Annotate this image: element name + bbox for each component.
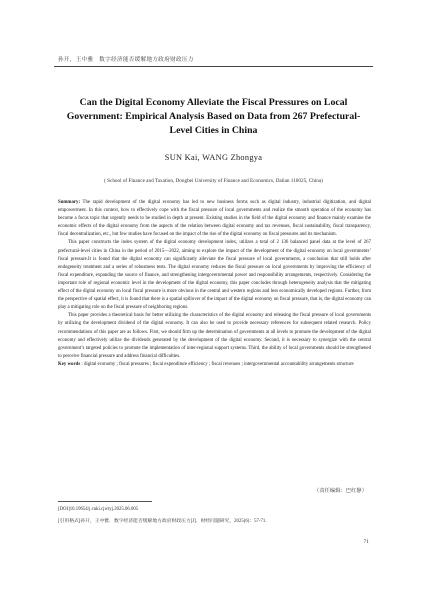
page-number: 71 — [363, 539, 369, 545]
keywords-label: Key words — [58, 361, 81, 367]
abstract-section — [58, 199, 371, 369]
citation-line: [引用格式]孙开，王中雅．数字经济能否缓解地方政府财政压力[J]．财经问题研究，2025(6)：57-71. — [58, 519, 267, 524]
responsible-editor: （责任编辑：巴红静） — [314, 488, 367, 494]
abstract-paragraph-1-text: The rapid development of the digital economy has led to new business forms such as digital industry, industrial digitization, and digital empowerment. In this context, how to effectively cope with the fiscal pressure of local governments and realize the smooth operation of the economy has become a focus topic that urgently needs to be studied in depth at present. Existing studies in the field of the digital economy and finance mainly examine the economic effects of the digital economy from the aspects of the relation between digital economy and tax revenues, fiscal sustainability, fiscal transparency, fiscal decentralization, etc., but few studies have focused on the impact of the rise of the digital economy on fiscal pressures and its mechanism. — [58, 200, 371, 238]
paper-title: Can the Digital Economy Alleviate the Fiscal Pressures on Local Government: Empirical Analysis Based on Data from 267 Prefectural-Level Cities in China — [66, 97, 361, 136]
doi-line: [DOI]10.19654/j.cnki.cjwtyj.2025.06.005 — [58, 507, 139, 512]
header-rule — [54, 66, 373, 67]
abstract-paragraph-3: This paper provides a theoretical basis for better utilizing the characteristics of the digital economy and releasing the fiscal pressure of local governments by utilizing the development dividend of the digital economy. It can also be used to provide necessary references for subsequent related research. Policy recommendations of this paper are as follows. First, we should firm up the determination of governments at all levels to promote the development of the digital economy and effectively utilize the dividends generated by the development of the digital economy. Second, it is necessary to synergize with the central government’s targeted policies to promote the implementation of inter-regional support systems. Third, the ability of local governments should be strengthened to perceive financial pressure and address financial difficulties. — [58, 313, 371, 359]
abstract-label: Summary: — [58, 200, 81, 205]
author-affiliation: ( School of Finance and Taxation, Dongbei University of Finance and Economics, Dalian 116025, China) — [104, 178, 323, 184]
keywords-line — [58, 361, 371, 369]
paper-authors: SUN Kai, WANG Zhongya — [164, 153, 263, 162]
abstract-paragraph-2: This paper constructs the index system of the digital economy development index, utilizes a total of 2 136 balanced panel data at the level of 267 prefectural-level cities in China in the period of 2015—2022, aiming to explore the impact of the development of the digital economy on local governments’ fiscal pressure.It is found that the digital economy can significantly alleviate the fiscal pressure of local governments, a conclusion that still holds after endogeneity treatment and a series of robustness tests. The digital economy reduces the fiscal pressure on local governments by improving the efficiency of fiscal expenditure, expanding the source of finance, and strengthening intergovernmental power and responsibility arrangements, respectively. Considering the important role of regional economic level in the development of the digital economy, this paper concludes through heterogeneity analysis that the mitigating effect of the digital economy on local fiscal pressure is more obvious in the central and western regions and less economically developed regions. Further, from the perspective of spatial effect, it is found that there is a spatial spillover of the impact of the digital economy on fiscal pressure, that is, the digital economy can play a mitigating role on the fiscal pressure of neighboring regions. — [58, 240, 371, 311]
keywords-text: : digital economy ; fiscal pressures ; fiscal expenditure efficiency ; fiscal revenues ; intergovernmental accountability arrangements structure — [80, 361, 354, 367]
footnote-rule — [58, 501, 152, 502]
abstract-paragraph-1 — [58, 199, 371, 239]
running-head: 孙开，王中雅 数字经济能否缓解地方政府财政压力 — [58, 57, 194, 63]
